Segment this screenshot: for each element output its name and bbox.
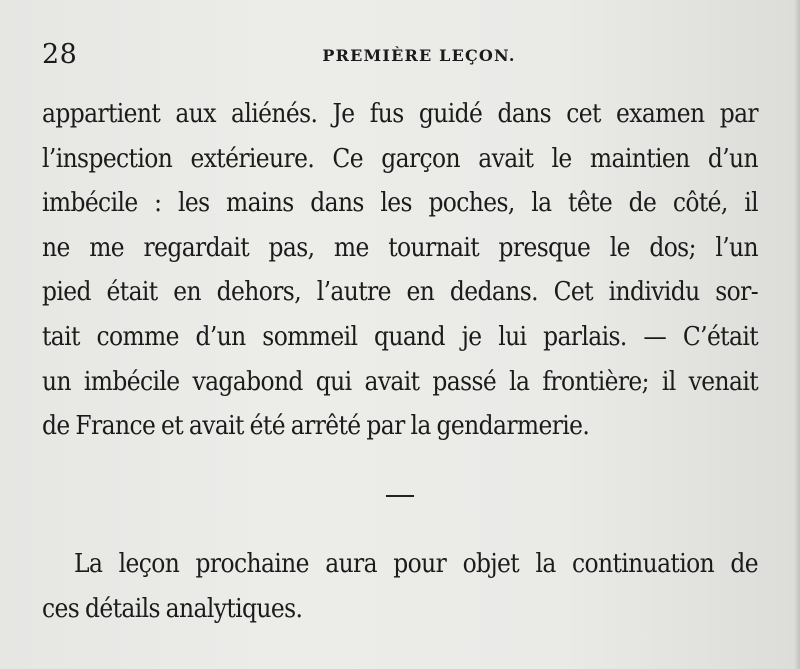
text-line: La leçon prochaine aura pour objet la continuation de bbox=[74, 549, 758, 579]
text-line: un imbécile vagabond qui avait passé la frontière; il venait bbox=[42, 366, 758, 397]
page-number: 28 bbox=[42, 39, 78, 70]
text-line: pied était en dehors, l’autre en dedans. Cet individu sor- bbox=[42, 277, 758, 308]
text-line: tait comme d’un sommeil quand je lui parlais. — C’était bbox=[42, 321, 758, 352]
text-line: imbécile : les mains dans les poches, la tête de côté, il bbox=[42, 188, 758, 219]
text-line: ne me regardait pas, me tournait presque le dos; l’un bbox=[42, 232, 758, 263]
closing-paragraph bbox=[42, 542, 758, 631]
body-paragraph bbox=[42, 92, 758, 449]
section-divider bbox=[386, 495, 414, 497]
text-line: l’inspection extérieure. Ce garçon avait le maintien d’un bbox=[42, 143, 758, 174]
chapter-title: PREMIÈRE LEÇON. bbox=[322, 46, 516, 65]
running-head bbox=[42, 40, 756, 70]
text-line: ces détails analytiques. bbox=[42, 593, 303, 624]
text-line: de France et avait été arrêté par la gendarmerie. bbox=[42, 411, 590, 442]
text-line: appartient aux aliénés. Je fus guidé dans cet examen par bbox=[42, 99, 758, 129]
